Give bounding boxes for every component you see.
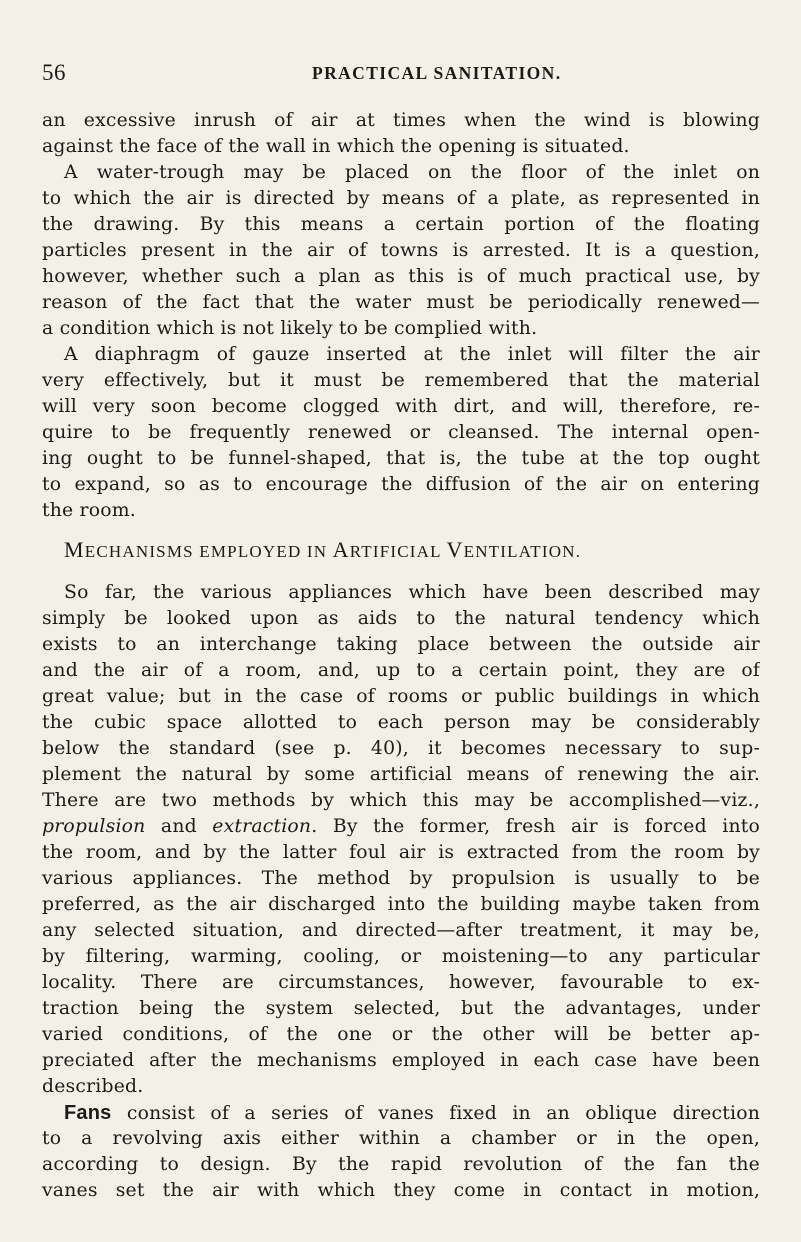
text-line: will very soon become clogged with dirt, and will, therefore, re- <box>42 396 760 417</box>
text-line: the drawing. By this means a certain portion of the floating <box>42 214 760 235</box>
text-line: the room, and by the latter foul air is extracted from the room by <box>42 842 760 863</box>
text-line: reason of the fact that the water must be periodically renewed— <box>42 292 760 313</box>
text-line: locality. There are circumstances, however, favourable to ex- <box>42 972 760 993</box>
text-line: plement the natural by some artificial means of renewing the air. <box>42 764 760 785</box>
text-line: and the air of a room, and, up to a certain point, they are of <box>42 660 760 681</box>
text-line: preferred, as the air discharged into the building maybe taken from <box>42 894 760 915</box>
fans-first-line <box>42 1100 760 1126</box>
text-line: vanes set the air with which they come in contact in motion, <box>42 1180 760 1201</box>
text-line: So far, the various appliances which have been described may <box>64 582 760 603</box>
text-line: however, whether such a plan as this is of much practical use, by <box>42 266 760 287</box>
text-line-with-italics: propulsion and extraction. By the former, fresh air is forced into <box>42 816 760 837</box>
text-line: ing ought to be funnel-shaped, that is, the tube at the top ought <box>42 448 760 469</box>
text-line: quire to be frequently renewed or cleansed. The internal open- <box>42 422 760 443</box>
text-line: very effectively, but it must be remembered that the material <box>42 370 760 391</box>
text-line: preciated after the mechanisms employed in each case have been <box>42 1050 760 1071</box>
running-head: PRACTICAL SANITATION. <box>312 63 562 83</box>
fans-lead-word: Fans <box>64 1102 112 1124</box>
italic-term: extraction <box>212 816 312 837</box>
text-line: against the face of the wall in which the opening is situated. <box>42 136 630 157</box>
text-line: according to design. By the rapid revolution of the fan the <box>42 1154 760 1175</box>
fans-first-line-text: consist of a series of vanes fixed in an oblique direction <box>111 1103 760 1124</box>
text-line: A diaphragm of gauze inserted at the inlet will filter the air <box>64 344 760 365</box>
text-line: an excessive inrush of air at times when the wind is blowing <box>42 110 760 131</box>
text-line: particles present in the air of towns is arrested. It is a question, <box>42 240 760 261</box>
text-line: the cubic space allotted to each person may be considerably <box>42 712 760 733</box>
page-number: 56 <box>42 60 66 85</box>
text-line: to which the air is directed by means of a plate, as represented in <box>42 188 760 209</box>
text-line: exists to an interchange taking place between the outside air <box>42 634 760 655</box>
body-text <box>42 108 760 1204</box>
text-line: great value; but in the case of rooms or public buildings in which <box>42 686 760 707</box>
text-line: below the standard (see p. 40), it becomes necessary to sup- <box>42 738 760 759</box>
italic-term: propulsion <box>42 816 146 837</box>
text-line: varied conditions, of the one or the other will be better ap- <box>42 1024 760 1045</box>
text-line: by filtering, warming, cooling, or moistening—to any particular <box>42 946 760 967</box>
section-heading: MECHANISMS EMPLOYED IN ARTIFICIAL VENTILATION. <box>64 537 582 562</box>
text-line: a condition which is not likely to be complied with. <box>42 318 538 339</box>
text-line: There are two methods by which this may be accomplished—viz., <box>42 790 760 811</box>
text-line: traction being the system selected, but the advantages, under <box>42 998 760 1019</box>
text-line: any selected situation, and directed—after treatment, it may be, <box>42 920 760 941</box>
text-line: the room. <box>42 500 136 521</box>
text-line: described. <box>42 1076 144 1097</box>
text-line: simply be looked upon as aids to the natural tendency which <box>42 608 760 629</box>
text-line: various appliances. The method by propulsion is usually to be <box>42 868 760 889</box>
text-line: to expand, so as to encourage the diffusion of the air on entering <box>42 474 760 495</box>
text-line: to a revolving axis either within a chamber or in the open, <box>42 1128 760 1149</box>
text-line: A water-trough may be placed on the floor of the inlet on <box>64 162 760 183</box>
page-header <box>42 60 761 86</box>
